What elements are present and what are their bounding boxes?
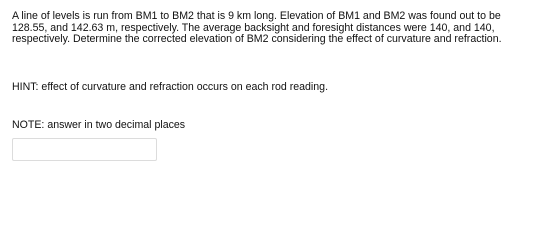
answer-input[interactable] (12, 138, 157, 161)
note-text: NOTE: answer in two decimal places (12, 119, 186, 131)
hint-text: HINT: effect of curvature and refraction occurs on each rod reading. (12, 81, 329, 93)
question-text: A line of levels is run from BM1 to BM2 that is 9 km long. Elevation of BM1 and BM2 was found out to be 128.55, and 142.63 m, respectively. The average backsight and foresight distances were 140, and 140, respectively. Determine the corrected elevation of BM2 considering the effect of curvature and refraction. (12, 10, 502, 46)
